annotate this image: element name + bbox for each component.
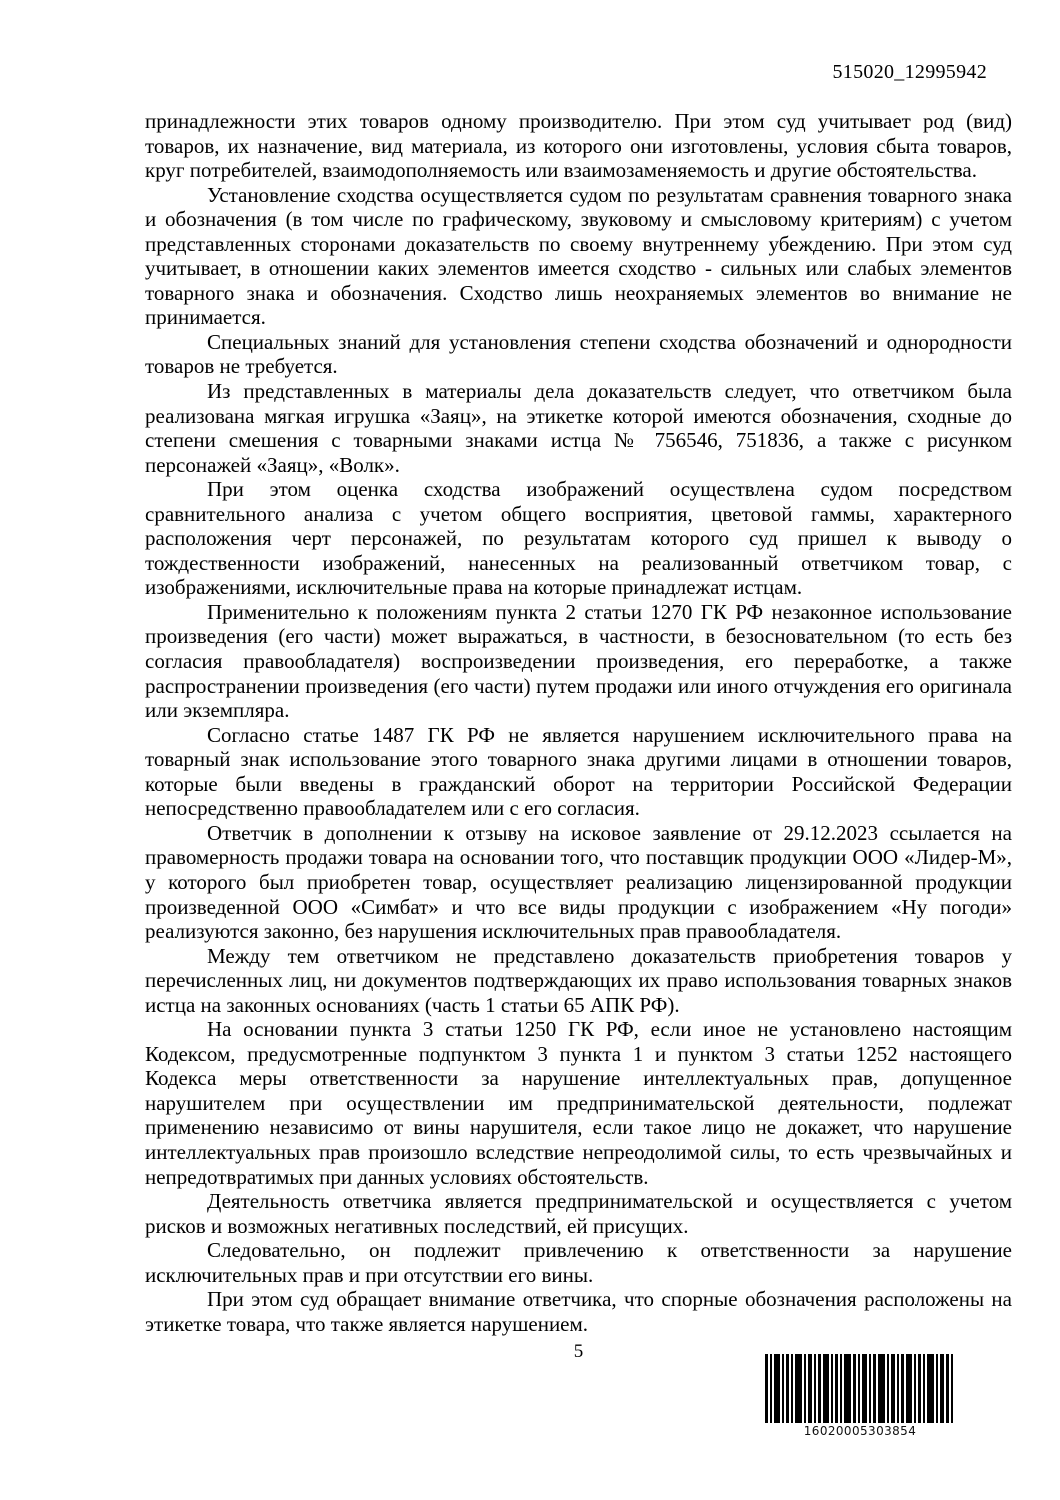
paragraph: При этом оценка сходства изображений осуществлена судом посредством сравнительного анализа с учетом общего восприятия, цветовой гаммы, характерного расположения черт персонажей, по результатам которого суд пришел к выводу о тождественности изображений, нанесенных на реализованный ответчиком товар, с изображениями, исключительные права на которые принадлежат истцам. bbox=[145, 477, 1012, 600]
paragraph: На основании пункта 3 статьи 1250 ГК РФ, если иное не установлено настоящим Кодексом, предусмотренные подпунктом 3 пункта 1 и пунктом 3 статьи 1252 настоящего Кодекса меры ответственности за нарушение интеллектуальных прав, допущенное нарушителем при осуществлении им предпринимательской деятельности, подлежат применению независимо от вины нарушителя, если такое лицо не докажет, что нарушение интеллектуальных прав произошло вследствие непреодолимой силы, то есть чрезвычайных и непредотвратимых при данных условиях обстоятельств. bbox=[145, 1017, 1012, 1189]
paragraph: Следовательно, он подлежит привлечению к ответственности за нарушение исключительных прав и при отсутствии его вины. bbox=[145, 1238, 1012, 1287]
barcode-number: 16020005303854 bbox=[803, 1424, 917, 1438]
paragraph: Ответчик в дополнении к отзыву на исковое заявление от 29.12.2023 ссылается на правомерность продажи товара на основании того, что поставщик продукции ООО «Лидер-М», у которого был приобретен товар, осуществляет реализацию лицензированной продукции произведенной ООО «Симбат» и что все виды продукции с изображением «Ну погоди» реализуются законно, без нарушения исключительных прав правообладателя. bbox=[145, 820, 1012, 944]
paragraph: Между тем ответчиком не представлено доказательств приобретения товаров у перечисленных лиц, ни документов подтверждающих их право использования товарных знаков истца на законных основаниях (часть 1 статьи 65 АПК РФ). bbox=[145, 943, 1012, 1017]
document-body bbox=[145, 109, 1012, 1336]
paragraph: Деятельность ответчика является предпринимательской и осуществляется с учетом рисков и возможных негативных последствий, ей присущих. bbox=[145, 1189, 1012, 1238]
paragraph: Установление сходства осуществляется судом по результатам сравнения товарного знака и обозначения (в том числе по графическому, звуковому и смысловому критериям) с учетом представленных сторонами доказательств по своему внутреннему убеждению. При этом суд учитывает, в отношении каких элементов имеется сходство - сильных или слабых элементов товарного знака и обозначения. Сходство лишь неохраняемых элементов во внимание не принимается. bbox=[145, 182, 1012, 330]
document-reference-number: 515020_12995942 bbox=[832, 61, 987, 83]
paragraph: Специальных знаний для установления степени сходства обозначений и однородности товаров не требуется. bbox=[145, 329, 1012, 379]
paragraph: При этом суд обращает внимание ответчика, что спорные обозначения расположены на этикетке товара, что также является нарушением. bbox=[145, 1287, 1012, 1336]
barcode bbox=[765, 1354, 955, 1438]
paragraph: Применительно к положениям пункта 2 статьи 1270 ГК РФ незаконное использование произведения (его части) может выражаться, в частности, в безосновательном (то есть без согласия правообладателя) воспроизведении произведения, его переработке, а также распространении произведения (его части) путем продажи или иного отчуждения его оригинала или экземпляра. bbox=[145, 599, 1012, 723]
paragraph: Согласно статье 1487 ГК РФ не является нарушением исключительного права на товарный знак использование этого товарного знака другими лицами в отношении товаров, которые были введены в гражданский оборот на территории Российской Федерации непосредственно правообладателем или с его согласия. bbox=[145, 722, 1012, 821]
page-number: 5 bbox=[573, 1341, 584, 1362]
paragraph: принадлежности этих товаров одному производителю. При этом суд учитывает род (вид) товаров, их назначение, вид материала, из которого они изготовлены, условия сбыта товаров, круг потребителей, взаимодополняемость или взаимозаменяемость и другие обстоятельства. bbox=[145, 109, 1012, 183]
barcode-bars-icon bbox=[765, 1354, 955, 1423]
paragraph: Из представленных в материалы дела доказательств следует, что ответчиком была реализована мягкая игрушка «Заяц», на этикетке которой имеются обозначения, сходные до степени смешения с товарными знаками истца № 756546, 751836, а также с рисунком персонажей «Заяц», «Волк». bbox=[145, 379, 1012, 477]
